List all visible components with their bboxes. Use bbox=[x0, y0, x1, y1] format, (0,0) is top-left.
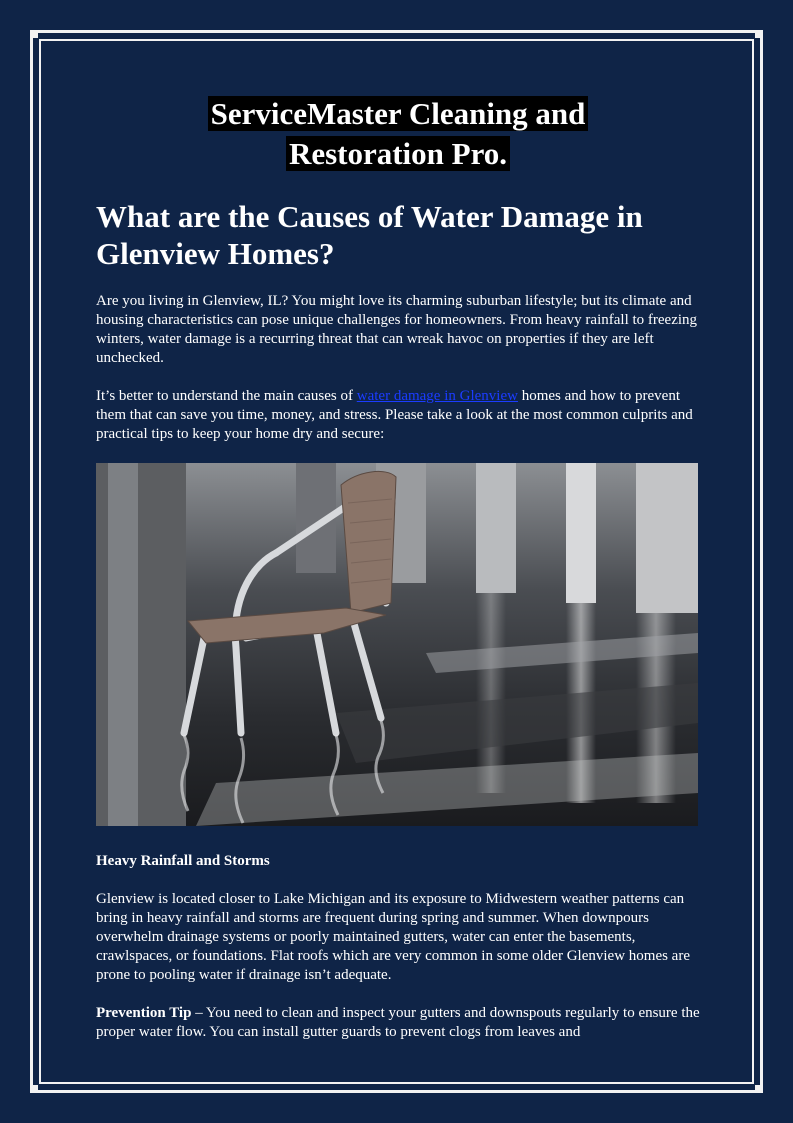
section-heading-rainfall: Heavy Rainfall and Storms bbox=[96, 853, 270, 869]
brand-name: ServiceMaster Cleaning and Restoration Pro. bbox=[208, 96, 589, 171]
brand-heading bbox=[96, 94, 700, 174]
flooded-chair-photo bbox=[96, 463, 698, 826]
border-corner bbox=[755, 1085, 763, 1093]
article-title: What are the Causes of Water Damage in Glenview Homes? bbox=[96, 199, 643, 271]
prevention-tip-label: Prevention Tip bbox=[96, 1005, 192, 1021]
water-damage-link[interactable]: water damage in Glenview bbox=[356, 388, 518, 404]
document-body bbox=[96, 94, 700, 1061]
intro-paragraph: Are you living in Glenview, IL? You might love its charming suburban lifestyle; but its climate and housing characteristics can pose unique challenges for homeowners. From heavy rainfall to freezing winters, water damage is a recurring threat that can wreak havoc on properties if they are left unchecked. bbox=[96, 293, 698, 366]
rainfall-paragraph: Glenview is located closer to Lake Michigan and its exposure to Midwestern weather patterns can bring in heavy rainfall and storms are frequent during spring and summer. When downpours overwhelm drainage systems or poorly maintained gutters, water can enter the basements, crawlspaces, or foundations. Flat roofs which are very common in some older Glenview homes are prone to pooling water if drainage isn’t adequate. bbox=[96, 891, 690, 983]
border-corner bbox=[755, 30, 763, 38]
border-corner bbox=[30, 30, 38, 38]
prevention-tip-paragraph: Prevention Tip – You need to clean and inspect your gutters and downspouts regularly to ensure the proper water flow. You can install gutter guards to prevent clogs from leaves and bbox=[96, 1005, 700, 1040]
border-corner bbox=[30, 1085, 38, 1093]
causes-paragraph: It’s better to understand the main causes of water damage in Glenview homes and how to prevent them that can save you time, money, and stress. Please take a look at the most common culprits and practical tips to keep your home dry and secure: bbox=[96, 388, 693, 442]
